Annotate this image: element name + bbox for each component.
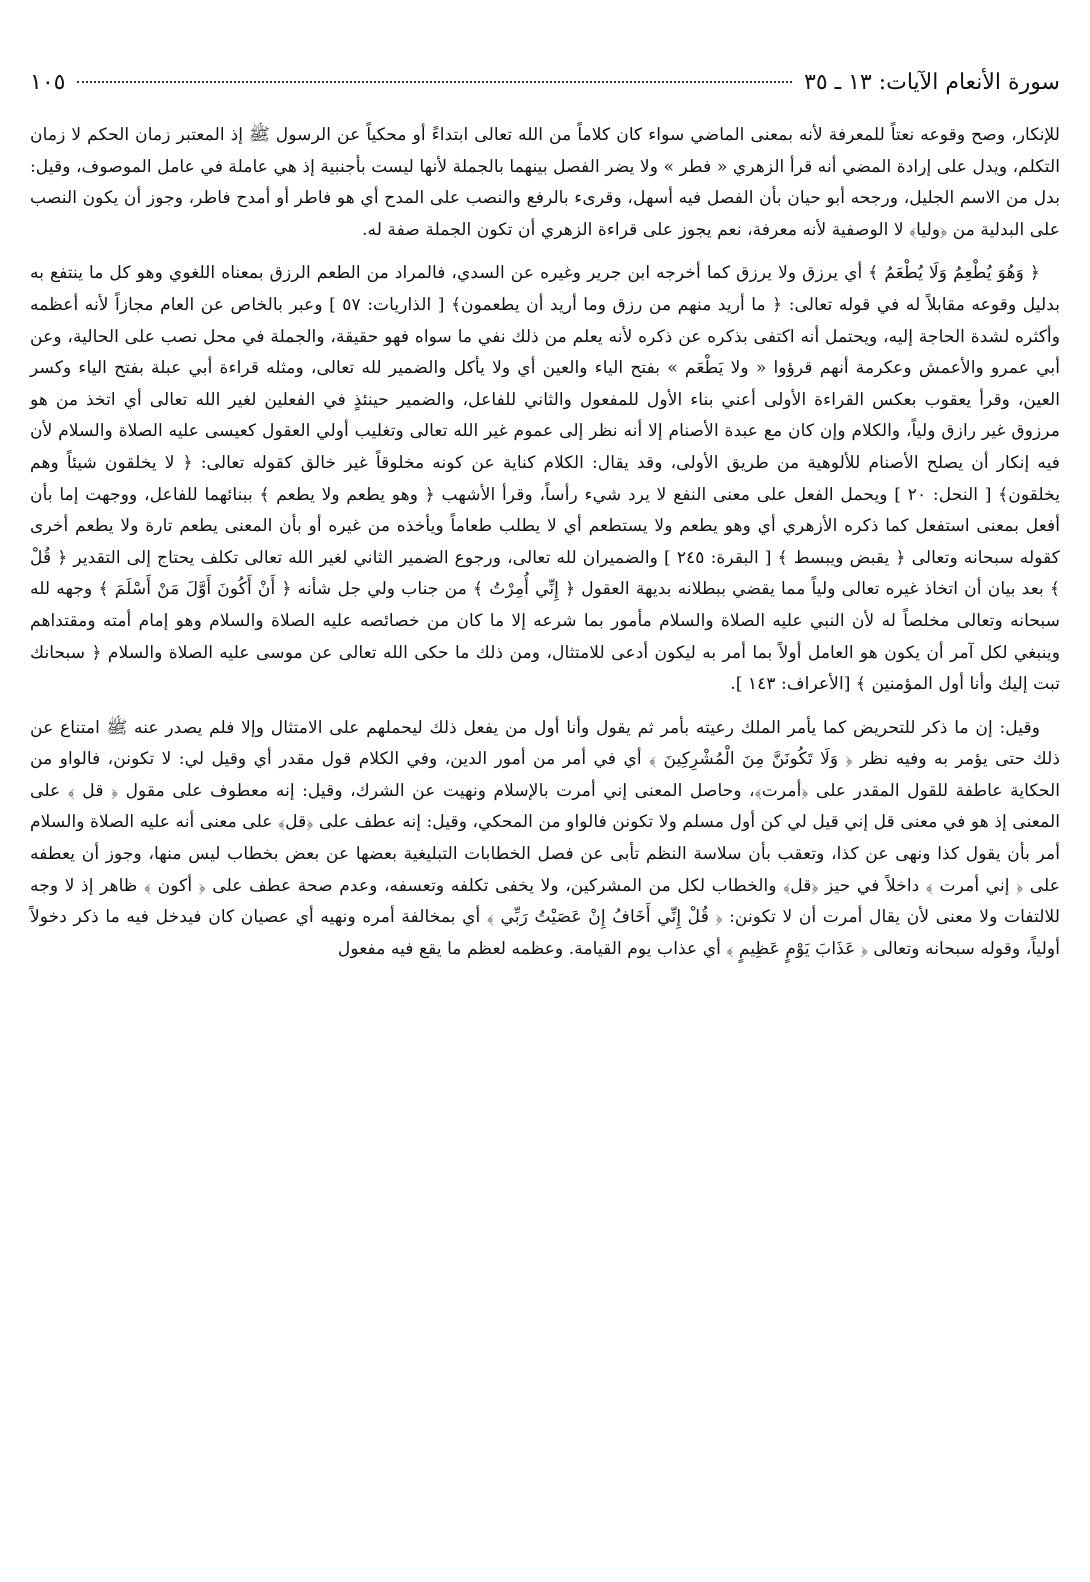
paragraph-2: ﴿ وَهُوَ يُطْعِمُ وَلَا يُطْعَمُ ﴾ أي يرزق ولا يرزق كما أخرجه ابن جرير وغيره عن السدي، فالمراد من الطعم الرزق بمعناه اللغوي وهو كل ما ينتفع به بدليل وقوعه مقابلاً له في قوله تعالى: ﴿ ما أريد منهم من رزق وما أريد أن يطعمون﴾ [ الذاريات: ٥٧ ] وعبر بالخاص عن العام مجازاً لأنه أعظمه وأكثره لشدة الحاجة إليه، ويحتمل أنه اكتفى بذكره عن ذكره لأنه يعلم من ذلك نفي ما سواه فهو حقيقة، والجملة في محل نصب على الحالية، وعن أبي عمرو والأعمش وعكرمة أنهم قرؤوا « ولا يَطْعَم » بفتح الياء والعين أي ولا يأكل والضمير لله تعالى، ومثله قراءة أبي عبلة بفتح الياء وكسر العين، وقرأ يعقوب بعكس القراءة الأولى أعني بناء الأول للمفعول والثاني للفاعل، والضمير حينئذٍ في الفعلين لغير الله تعالى أي اتخذ من هو مرزوق غير رازق ولياً، والكلام وإن كان مع عبدة الأصنام إلا أنه نظر إلى عموم غير الله تعالى وتغليب أولي العقول كعيسى عليه الصلاة والسلام لأن فيه إنكار أن يصلح الأصنام للألوهية من طريق الأولى، وقد يقال: الكلام كناية عن كونه مخلوقاً غير خالق كقوله تعالى: ﴿ لا يخلقون شيئاً وهم يخلقون﴾ [ النحل: ٢٠ ] ويحمل الفعل على معنى النفع لا يرد شيء رأساً، وقرأ الأشهب ﴿ وهو يطعم ولا يطعم ﴾ ببنائهما للفاعل، ووجهت إما بأن أفعل بمعنى استفعل كما ذكره الأزهري أي وهو يطعم ولا يستطعم أي لا يطلب طعاماً ويأخذه من غيره أو بأن المعنى يطعم تارة ولا يطعم أخرى كقوله سبحانه وتعالى ﴿ يقبض ويبسط ﴾ [ البقرة: ٢٤٥ ] والضميران لله تعالى، ورجوع الضمير الثاني لغير الله تعالى تكلف يحتاج إلى التقدير ﴿ قُلْ ﴾ بعد بيان أن اتخاذ غيره تعالى ولياً مما يقضي ببطلانه بديهة العقول ﴿ إِنِّي أُمِرْتُ ﴾ من جناب ولي جل شأنه ﴿ أَنْ أَكُونَ أَوَّلَ مَنْ أَسْلَمَ ﴾ وجهه لله سبحانه وتعالى مخلصاً له لأن النبي عليه الصلاة والسلام مأمور بما شرعه إلا ما كان من خصائصه عليه الصلاة والسلام وهو إمام أمته ومقتداهم وينبغي لكل آمر أن يكون هو العامل أولاً بما أمر به ليكون أدعى للامتثال، ومن ذلك ما حكى الله تعالى عن موسى عليه الصلاة والسلام ﴿ سبحانك تبت إليك وأنا أول المؤمنين ﴾ [الأعراف: ١٤٣ ]. xyxy=(30,263,1060,695)
page-number: ١٠٥ xyxy=(30,70,66,95)
book-page xyxy=(30,70,1060,1550)
running-header xyxy=(30,70,1060,110)
paragraph-1: للإنكار، وصح وقوعه نعتاً للمعرفة لأنه بمعنى الماضي سواء كان كلاماً من الله تعالى ابتداءً أو محكياً عن الرسول ﷺ إذ المعتبر زمان الحكم لا زمان التكلم، ويدل على إرادة المضي أنه قرأ الزهري « فطر » ولا يضر الفصل بينهما بالجملة لأنها ليست بأجنبية إذ هي عاملة في عامل الموصوف، وقيل: بدل من الاسم الجليل، ورجحه أبو حيان بأن الفصل فيه أسهل، وقرىء بالرفع والنصب على المدح أي هو فاطر أو أمدح فاطر، وجوز أن يكون النصب على البدلية من ﴿وليا﴾ لا الوصفية لأنه معرفة، نعم يجوز على قراءة الزهري أن تكون الجملة صفة له. xyxy=(30,125,1060,240)
header-title: سورة الأنعام الآيات: ١٣ ـ ٣٥ xyxy=(804,70,1060,95)
paragraph-3: وقيل: إن ما ذكر للتحريض كما يأمر الملك رعيته بأمر ثم يقول وأنا أول من يفعل ذلك ليحملهم على الامتثال وإلا فلم يصدر عنه ﷺ امتناع عن ذلك حتى يؤمر به وفيه نظر ﴿ وَلَا تَكُونَنَّ مِنَ الْمُشْرِكِينَ ﴾ أي في أمر من أمور الدين، وفي الكلام قول مقدر أي وقيل لي: لا تكونن، فالواو من الحكاية عاطفة للقول المقدر على ﴿أمرت﴾، وحاصل المعنى إني أمرت بالإسلام ونهيت عن الشرك، وقيل: إنه معطوف على مقول ﴿ قل ﴾ على المعنى إذ هو في معنى قل إني قيل لي كن أول مسلم ولا تكونن فالواو من المحكي، وقيل: إنه عطف على ﴿قل﴾ على معنى أنه عليه الصلاة والسلام أمر بأن يقول كذا ونهى عن كذا، وتعقب بأن سلاسة النظم تأبى عن فصل الخطابات التبليغية بعضها عن بعض بخطاب ليس منها، وجوز أن يعطفه على ﴿ إني أمرت ﴾ داخلاً في حيز ﴿قل﴾ والخطاب لكل من المشركين، ولا يخفى تكلفه وتعسفه، وعدم صحة عطف على ﴿ أكون ﴾ ظاهر إذ لا وجه للالتفات ولا معنى لأن يقال أمرت أن لا تكونن: ﴿ قُلْ إِنِّي أَخَافُ إِنْ عَصَيْتُ رَبِّي ﴾ أي بمخالفة أمره ونهيه أي عصيان كان فيدخل فيه ما ذكر دخولاً أولياً، وقوله سبحانه وتعالى ﴿ عَذَابَ يَوْمٍ عَظِيمٍ ﴾ أي عذاب يوم القيامة. وعظمه لعظم ما يقع فيه مفعول xyxy=(30,717,1061,959)
header-dotted-leader xyxy=(77,81,792,83)
